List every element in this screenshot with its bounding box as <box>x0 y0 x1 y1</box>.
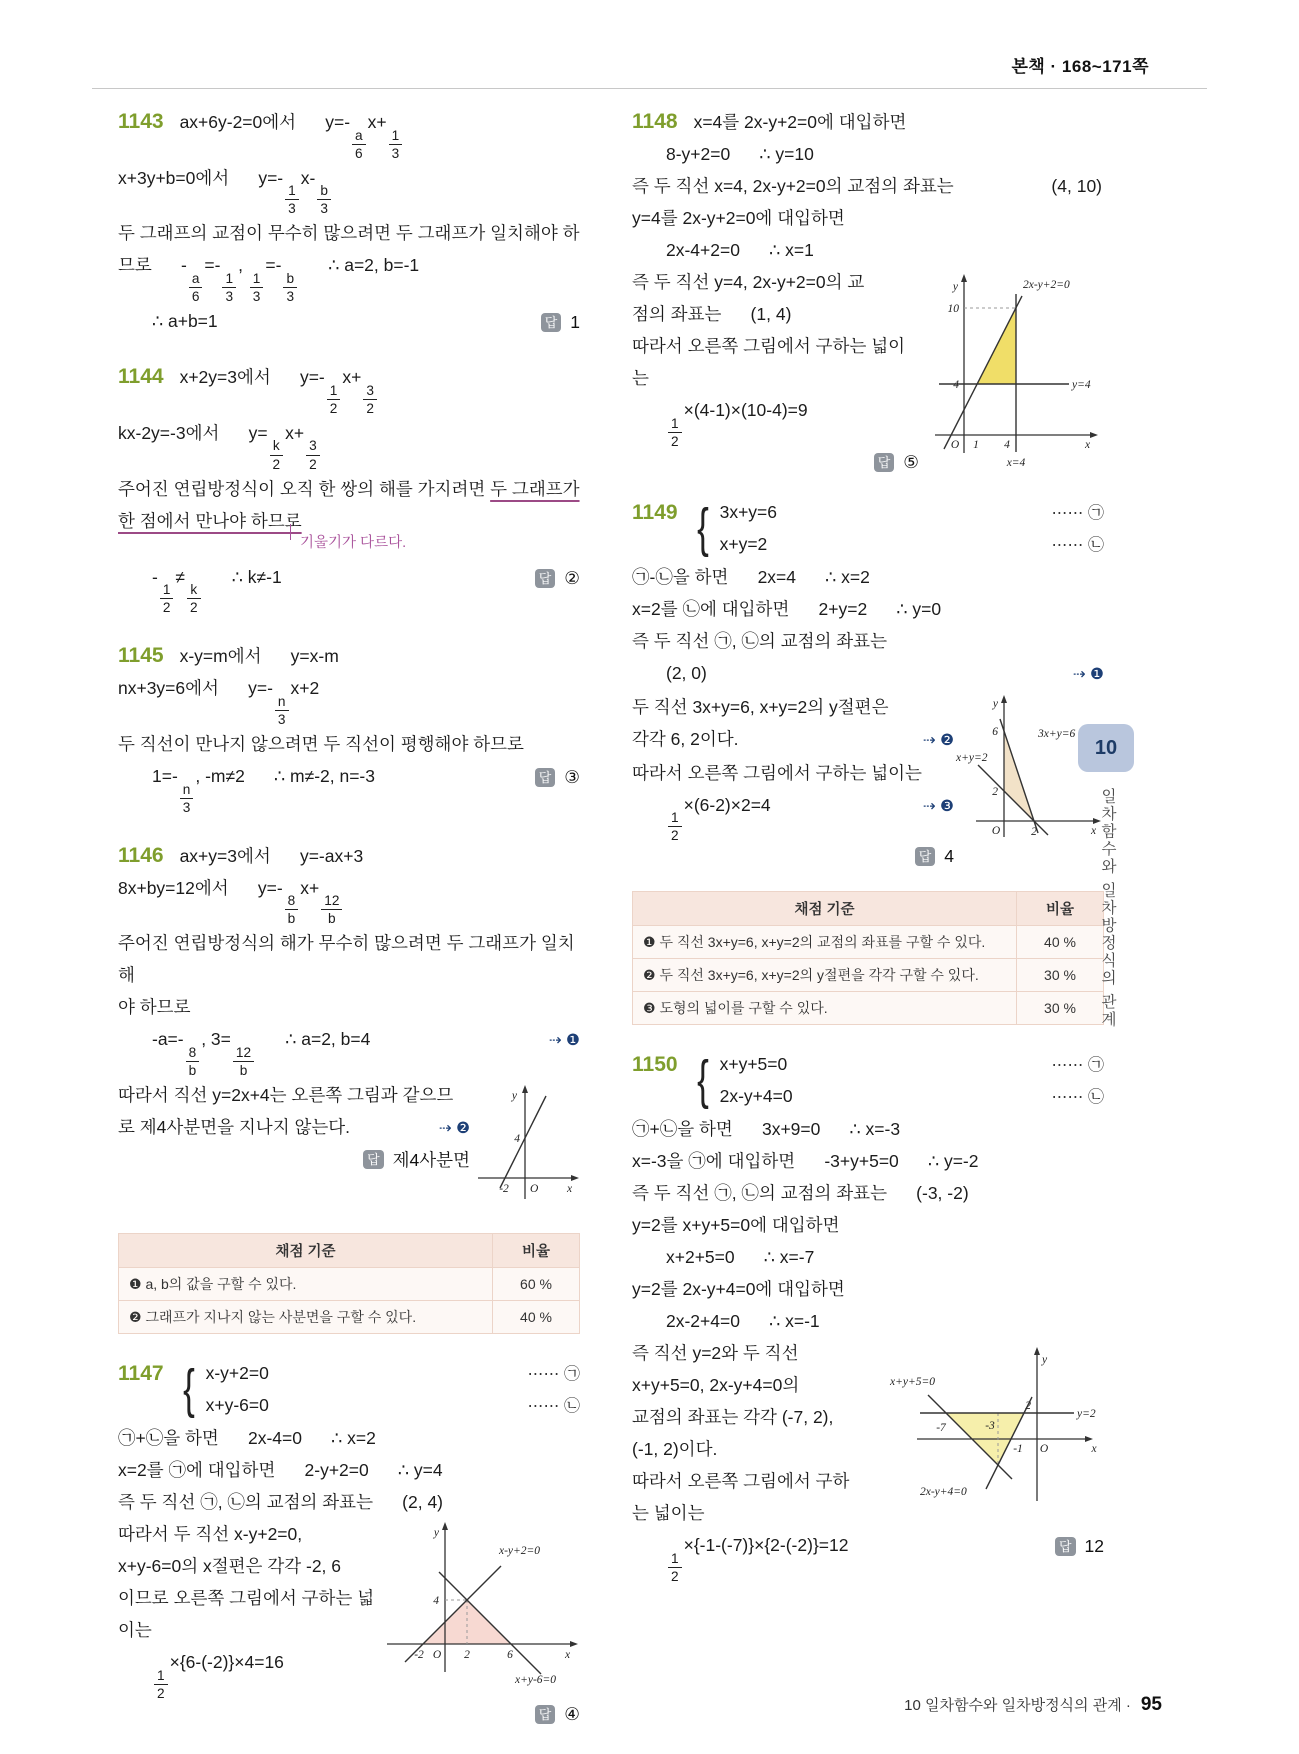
system-mark-2: ⋯⋯ ㉡ <box>1051 1089 1104 1107</box>
rubric-ratio-header: 비율 <box>1017 892 1104 926</box>
footer-chapter: 10 일차함수와 일차방정식의 관계 · <box>904 1697 1131 1714</box>
system-brace: { <box>696 1050 709 1111</box>
label-line1: x+y+5=0 <box>890 1376 935 1389</box>
label-y: y <box>433 1527 439 1540</box>
answer-badge: 답 <box>915 847 936 866</box>
table-row: ❷ 두 직선 3x+y=6, x+y=2의 y절편을 각각 구할 수 있다. 30 % <box>633 959 1104 992</box>
answer-badge: 답 <box>541 313 562 332</box>
label-line2: x+y-6=0 <box>515 1674 557 1687</box>
answer-1144 <box>535 568 580 589</box>
solution-line: ax+y=3에서 y=-ax+3 <box>179 845 364 866</box>
step-marker-2: ⇢ ❷ <box>922 731 954 749</box>
step-marker-2: ⇢ ❷ <box>438 1120 470 1138</box>
answer-badge: 답 <box>535 768 556 787</box>
solution-line: 즉 두 직선 ㉠, ㉡의 교점의 좌표는 (-3, -2) <box>632 1183 969 1204</box>
solution-line: x+y-6=0의 x절편은 각각 -2, 6 <box>118 1556 342 1577</box>
label-y: y <box>511 1090 517 1103</box>
label-minus1: -1 <box>1013 1443 1023 1456</box>
rubric-table-1149 <box>632 891 1104 1025</box>
solution-line: $\frac{1}{2}$ ×(6-2)×2=4 <box>632 789 771 845</box>
answer-1143 <box>541 312 580 333</box>
problem-number: 1148 <box>632 110 678 133</box>
solution-line: x+3y+b=0에서 y=- $\frac{1}{3}$ x- $\frac{b}{3}$ <box>118 162 580 218</box>
problem-1146 <box>118 840 580 1209</box>
solution-line: 주어진 연립방정식의 해가 무수히 많으려면 두 그래프가 일치해 <box>118 933 575 986</box>
rubric-title: 채점 기준 <box>633 892 1017 926</box>
label-4: 4 <box>514 1133 520 1146</box>
equation-system <box>180 1358 580 1422</box>
solution-line: 는 넓이는 <box>632 1503 705 1524</box>
solution-line: 2x-4+2=0 ∴ x=1 <box>666 240 814 260</box>
problem-1148 <box>632 106 1104 473</box>
label-line1: x-y+2=0 <box>499 1545 541 1558</box>
solution-line: 두 직선 3x+y=6, x+y=2의 y절편은 <box>632 696 889 717</box>
solution-line: 따라서 두 직선 x-y+2=0, <box>118 1524 303 1545</box>
solution-line: 따라서 오른쪽 그림에서 구하 <box>632 1471 850 1492</box>
chapter-tab: 10 <box>1078 724 1134 772</box>
solution-line: ax+6y-2=0에서 y=- $\frac{a}{6}$ x+ $\frac{1}{3}$ <box>180 106 580 162</box>
solution-line: nx+3y=6에서 y=- $\frac{n}{3}$ x+2 <box>118 678 320 727</box>
solution-line: 주어진 연립방정식이 오직 한 쌍의 해를 가지려면 두 그래프가 <box>118 478 580 499</box>
step-marker-3: ⇢ ❸ <box>922 797 954 815</box>
solution-line: 즉 두 직선 ㉠, ㉡의 교점의 좌표는 <box>632 630 887 651</box>
system-brace: { <box>696 497 709 558</box>
label-y-eq-2: y=2 <box>1077 1408 1096 1421</box>
solution-line: x+y+5=0, 2x-y+4=0의 <box>632 1375 800 1396</box>
label-6: 6 <box>507 1649 513 1662</box>
slope-annotation: 기울기가 다르다. <box>290 533 580 553</box>
system-mark-1: ⋯⋯ ㉠ <box>1051 1057 1104 1075</box>
page-content <box>118 106 1104 1749</box>
solution-line: 2x-2+4=0 ∴ x=-1 <box>666 1311 820 1332</box>
answer-1149 <box>915 846 954 867</box>
answer-badge: 답 <box>363 1150 384 1169</box>
system-eq-2: x+y-6=0 <box>205 1395 269 1416</box>
answer-1148 <box>874 452 919 473</box>
label-2x: 2 <box>1031 825 1037 838</box>
figure-1146 <box>470 1081 580 1209</box>
solution-line: ∴ a+b=1 <box>152 311 218 332</box>
answer-badge: 답 <box>535 569 556 588</box>
solution-line: kx-2y=-3에서 y= $\frac{k}{2}$ x+ $\frac{3}{2}$ <box>118 417 580 473</box>
solution-line: 즉 두 직선 y=4, 2x-y+2=0의 교 <box>632 272 865 292</box>
solution-line: (-1, 2)이다. <box>632 1439 718 1460</box>
answer-value: 4 <box>944 846 954 867</box>
label-minus2: -2 <box>414 1649 424 1662</box>
system-mark-1: ⋯⋯ ㉠ <box>527 1366 580 1384</box>
label-origin: O <box>432 1649 442 1662</box>
answer-1146 <box>363 1147 470 1172</box>
problem-number: 1145 <box>118 644 164 668</box>
table-row: ❷ 그래프가 지나지 않는 사분면을 구할 수 있다. 40 % <box>119 1301 580 1334</box>
problem-1149 <box>632 497 1104 868</box>
step-marker-1: ⇢ ❶ <box>1072 665 1104 683</box>
problem-1144 <box>118 361 580 616</box>
page-reference: 본책 · 168~171쪽 <box>1011 57 1149 76</box>
solution-line: 8-y+2=0 ∴ y=10 <box>666 144 814 164</box>
system-mark-1: ⋯⋯ ㉠ <box>1051 504 1104 522</box>
label-x: x <box>567 1183 573 1196</box>
solution-line: (2, 0) <box>666 662 707 683</box>
solution-line: 로 제4사분면을 지나지 않는다. <box>118 1117 351 1138</box>
rubric-ratio-header: 비율 <box>493 1234 580 1268</box>
coordinate: (4, 10) <box>1051 176 1102 196</box>
right-column <box>632 106 1104 1749</box>
solution-line: 즉 직선 y=2와 두 직선 <box>632 1343 799 1364</box>
label-origin: O <box>1039 1443 1049 1456</box>
solution-line: -a=- $\frac{8}{b}$ , 3= $\frac{12}{b}$ ∴ a=2, b=4 <box>152 1029 371 1079</box>
label-x: x <box>565 1649 571 1662</box>
chapter-title-vertical: 일차함수와 일차방정식의 관계 <box>1099 788 1116 1029</box>
label-10: 10 <box>947 303 959 315</box>
answer-badge: 답 <box>535 1705 556 1724</box>
label-origin: O <box>991 824 1001 837</box>
answer-badge: 답 <box>874 453 895 472</box>
label-2: 2 <box>1025 1400 1031 1413</box>
label-2: 2 <box>464 1649 470 1662</box>
label-4x: 4 <box>1004 439 1010 451</box>
solution-line: 1=- $\frac{n}{3}$ , -m≠2 ∴ m≠-2, n=-3 <box>152 766 375 815</box>
system-eq-2: x+y=2 <box>719 533 768 554</box>
problem-number: 1143 <box>118 110 164 133</box>
footer-page-number: 95 <box>1140 1694 1162 1715</box>
label-minus2: -2 <box>499 1183 509 1196</box>
system-mark-2: ⋯⋯ ㉡ <box>527 1398 580 1416</box>
solution-line: 따라서 오른쪽 그림에서 구하는 넓이는 <box>632 762 922 783</box>
problem-number: 1147 <box>118 1362 164 1386</box>
solution-line: y=2를 2x-y+4=0에 대입하면 <box>632 1279 845 1300</box>
problem-1147 <box>118 1358 580 1725</box>
solution-line: ㉠-㉡을 하면 2x=4 ∴ x=2 <box>632 566 870 587</box>
label-x: x <box>1091 824 1097 837</box>
figure-1147 <box>375 1520 580 1688</box>
label-x: x <box>1091 1443 1097 1456</box>
label-minus3: -3 <box>985 1420 995 1433</box>
label-6: 6 <box>992 725 998 738</box>
table-row: ❸ 도형의 넓이를 구할 수 있다. 30 % <box>633 992 1104 1025</box>
solution-line: y=2를 x+y+5=0에 대입하면 <box>632 1215 840 1236</box>
answer-value: ③ <box>564 767 580 788</box>
problem-number: 1146 <box>118 843 164 867</box>
table-row: ❶ a, b의 값을 구할 수 있다. 60 % <box>119 1268 580 1301</box>
label-minus7: -7 <box>936 1422 946 1435</box>
system-eq-1: x+y+5=0 <box>719 1054 788 1075</box>
solution-line: x-y=m에서 y=x-m <box>179 646 339 667</box>
solution-line: ㉠+㉡을 하면 2x-4=0 ∴ x=2 <box>118 1428 376 1449</box>
problem-1143 <box>118 106 580 337</box>
problem-number: 1144 <box>118 365 164 389</box>
solution-line: x+2y=3에서 y=- $\frac{1}{2}$ x+ $\frac{3}{2}$ <box>180 361 580 417</box>
solution-line: 한 점에서 만나야 하므로 <box>118 510 302 531</box>
label-line1: 3x+y=6 <box>1038 727 1076 740</box>
label-line1: 2x-y+2=0 <box>1023 279 1070 291</box>
label-4: 4 <box>953 379 959 391</box>
solution-line: y=4를 2x-y+2=0에 대입하면 <box>632 208 845 228</box>
solution-line: - $\frac{1}{2}$ ≠ $\frac{k}{2}$ ∴ k≠-1 <box>152 566 282 616</box>
label-origin: O <box>530 1183 539 1196</box>
label-y: y <box>992 697 998 710</box>
solution-line: 즉 두 직선 x=4, 2x-y+2=0의 교점의 좌표는 <box>632 176 954 196</box>
answer-value: ④ <box>564 1703 580 1724</box>
solution-line: 야 하므로 <box>118 997 191 1018</box>
solution-line: 따라서 직선 y=2x+4는 오른쪽 그림과 같으므 <box>118 1085 454 1106</box>
figure-1150 <box>862 1339 1104 1514</box>
header-rule <box>92 88 1207 89</box>
solution-line: 이므로 오른쪽 그림에서 구하는 넓이는 <box>118 1588 375 1641</box>
system-eq-2: 2x-y+4=0 <box>719 1086 793 1107</box>
solution-line: x=2를 ㉡에 대입하면 2+y=2 ∴ y=0 <box>632 598 942 619</box>
answer-1145 <box>535 767 580 788</box>
answer-1150 <box>1055 1536 1104 1557</box>
answer-value: ② <box>564 567 580 588</box>
problem-number: 1149 <box>632 500 678 524</box>
answer-value: 12 <box>1084 1536 1104 1557</box>
figure-1148 <box>919 268 1104 470</box>
solution-line: 점의 좌표는 (1, 4) <box>632 304 792 324</box>
answer-value: ⑤ <box>903 451 919 472</box>
solution-line: x=-3을 ㉠에 대입하면 -3+y+5=0 ∴ y=-2 <box>632 1151 979 1172</box>
label-x-eq-4: x=4 <box>1006 457 1026 469</box>
step-marker-1: ⇢ ❶ <box>548 1032 580 1050</box>
solution-line: $\frac{1}{2}$ ×{-1-(-7)}×{2-(-2)}=12 <box>632 1529 848 1585</box>
solution-line: x=2를 ㉠에 대입하면 2-y+2=0 ∴ y=4 <box>118 1460 443 1481</box>
solution-line: 두 그래프의 교점이 무수히 많으려면 두 그래프가 일치해야 하 <box>118 223 580 244</box>
solution-line: x=4를 2x-y+2=0에 대입하면 <box>693 112 907 132</box>
system-brace: { <box>182 1359 195 1420</box>
equation-system <box>694 497 1104 561</box>
solution-line: 교점의 좌표는 각각 (-7, 2), <box>632 1407 834 1428</box>
label-line2: 2x-y+4=0 <box>920 1486 967 1499</box>
solution-line: 즉 두 직선 ㉠, ㉡의 교점의 좌표는 (2, 4) <box>118 1492 444 1513</box>
label-1: 1 <box>973 439 979 451</box>
label-y: y <box>952 281 958 293</box>
solution-line: ㉠+㉡을 하면 3x+9=0 ∴ x=-3 <box>632 1119 901 1140</box>
solution-line: x+2+5=0 ∴ x=-7 <box>666 1247 815 1268</box>
system-mark-2: ⋯⋯ ㉡ <box>1051 536 1104 554</box>
solution-line: $\frac{1}{2}$ ×{6-(-2)}×4=16 <box>118 1646 375 1702</box>
left-column <box>118 106 580 1749</box>
page-footer <box>0 1694 1162 1716</box>
solution-line: 므로 - $\frac{a}{6}$ =- $\frac{1}{3}$ , $\frac{1}{3}$ =- $\frac{b}{3}$ ∴ a=2, b=-1 <box>118 255 420 305</box>
label-y: y <box>1042 1354 1048 1367</box>
system-eq-1: 3x+y=6 <box>719 501 778 522</box>
label-2y: 2 <box>992 785 998 798</box>
solution-line: $\frac{1}{2}$ ×(4-1)×(10-4)=9 <box>632 394 919 450</box>
rubric-title: 채점 기준 <box>119 1234 493 1268</box>
solution-line: 8x+by=12에서 y=- $\frac{8}{b}$ x+ $\frac{12}{b}$ <box>118 872 580 928</box>
label-y-eq-4: y=4 <box>1072 379 1091 391</box>
label-4: 4 <box>433 1595 439 1608</box>
table-row: ❶ 두 직선 3x+y=6, x+y=2의 교점의 좌표를 구할 수 있다. 40 % <box>633 926 1104 959</box>
problem-1150 <box>632 1049 1104 1585</box>
answer-badge: 답 <box>1055 1537 1076 1556</box>
solution-line: 두 직선이 만나지 않으려면 두 직선이 평행해야 하므로 <box>118 734 524 755</box>
equation-system <box>694 1049 1104 1113</box>
label-x: x <box>1085 439 1091 451</box>
answer-value: 1 <box>570 312 580 333</box>
system-eq-1: x-y+2=0 <box>205 1363 269 1384</box>
rubric-table-1146 <box>118 1233 580 1334</box>
problem-1145 <box>118 640 580 815</box>
solution-line: 따라서 오른쪽 그림에서 구하는 넓이는 <box>632 336 906 388</box>
solution-line: 각각 6, 2이다. <box>632 728 739 749</box>
problem-number: 1150 <box>632 1053 678 1077</box>
label-line2: x+y=2 <box>956 751 988 764</box>
label-origin: O <box>950 439 960 451</box>
answer-value: 제4사분면 <box>392 1150 470 1171</box>
